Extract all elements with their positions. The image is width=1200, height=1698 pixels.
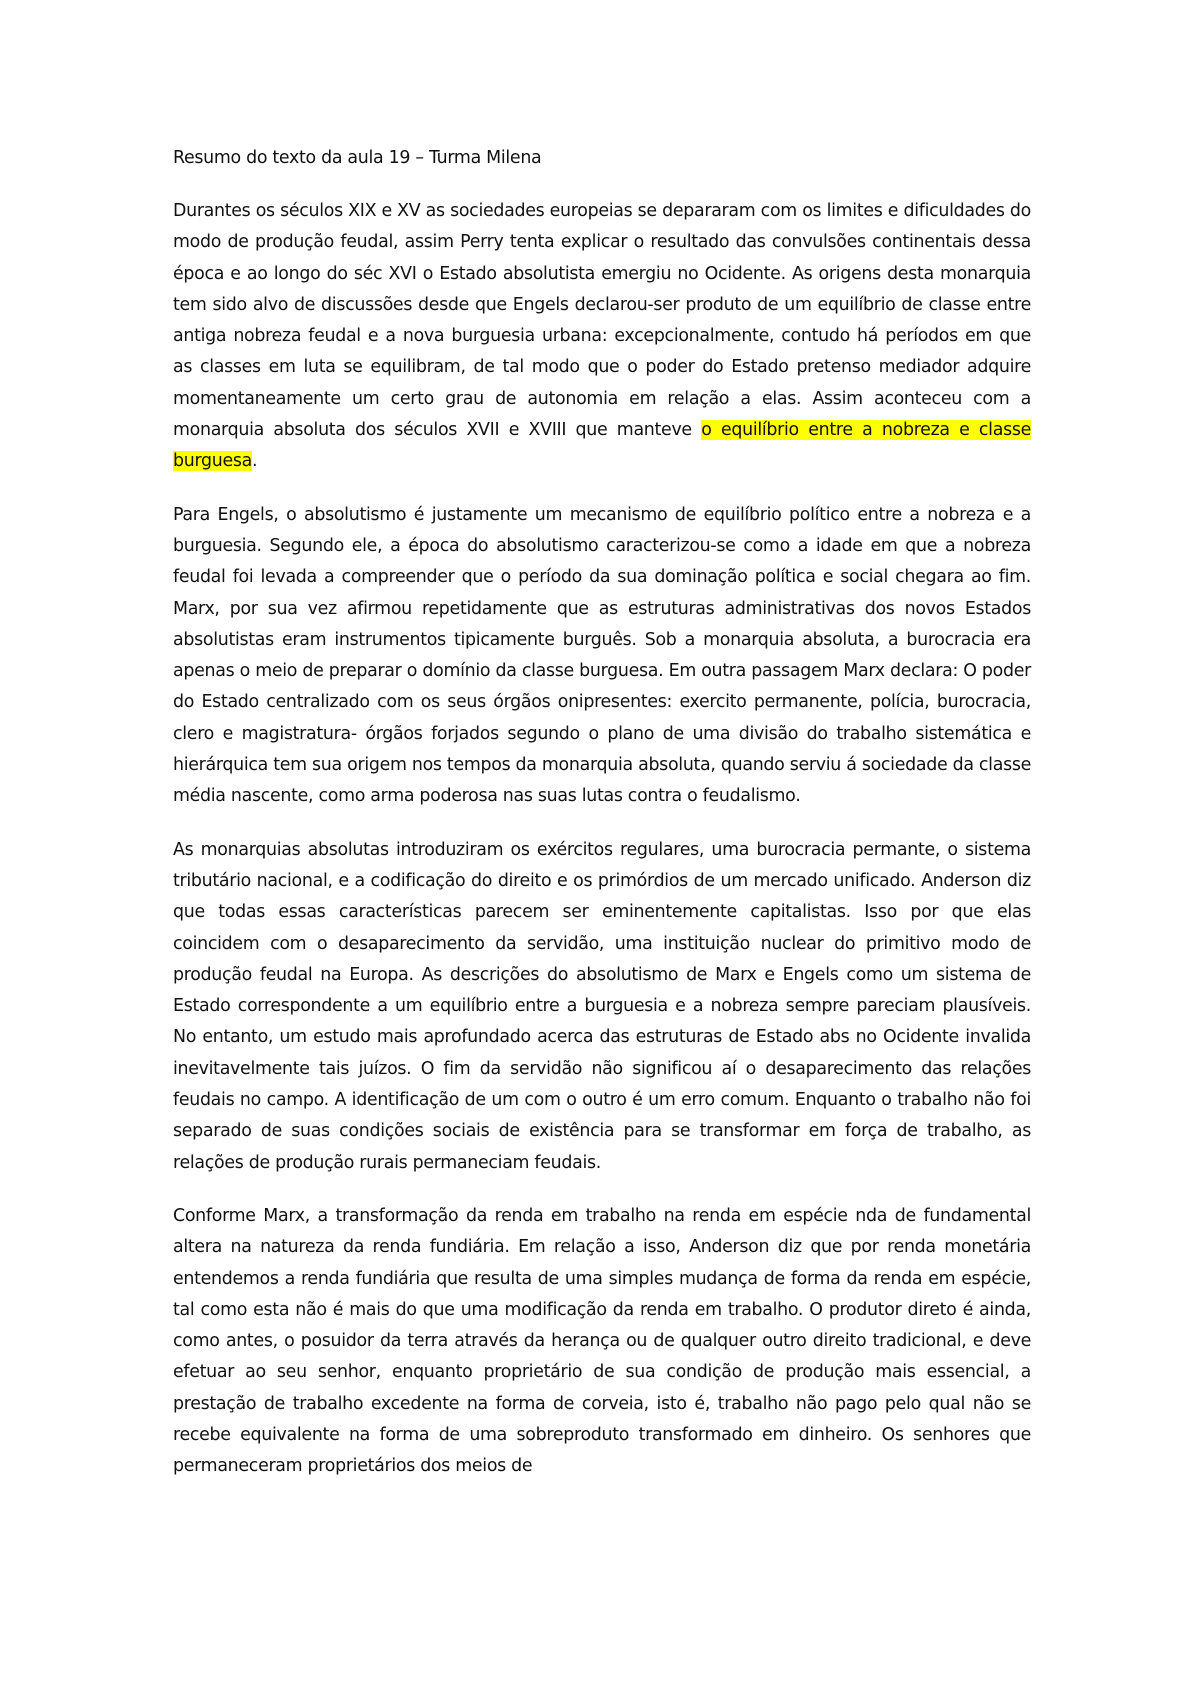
paragraph-2: Para Engels, o absolutismo é justamente um mecanismo de equilíbrio político entre a nobreza e a burguesia. Segundo ele, a época do absolutismo caracterizou-se como a idade em que a nobreza feudal foi levada a compreender que o período da sua dominação política e social chegara ao fim. Marx, por sua vez afirmou repetidamente que as estruturas administrativas dos novos Estados absolutistas eram instrumentos tipicamente burguês. Sob a monarquia absoluta, a burocracia era apenas o meio de preparar o domínio da classe burguesa. Em outra passagem Marx declara: O poder do Estado centralizado com os seus órgãos onipresentes: exercito permanente, polícia, burocracia, clero e magistratura- órgãos forjados segundo o plano de uma divisão do trabalho sistemática e hierárquica tem sua origem nos tempos da monarquia absoluta, quando serviu á sociedade da classe média nascente, como arma poderosa nas suas lutas contra o feudalismo. — [173, 504, 1031, 807]
document-title: Resumo do texto da aula 19 – Turma Milena — [173, 148, 542, 168]
paragraph-1 — [173, 196, 1031, 478]
highlighted-text: o equilíbrio entre a nobreza e classe burguesa — [173, 420, 1031, 472]
paragraph-4: Conforme Marx, a transformação da renda em trabalho na renda em espécie nda de fundamental altera na natureza da renda fundiária. Em relação a isso, Anderson diz que por renda monetária entendemos a renda fundiária que resulta de uma simples mudança de forma da renda em espécie, tal como esta não é mais do que uma modificação da renda em trabalho. O produtor direto é ainda, como antes, o posuidor da terra através da herança ou de qualquer outro direito tradicional, e deve efetuar ao seu senhor, enquanto proprietário de sua condição de produção mais essencial, a prestação de trabalho excedente na forma de corveia, isto é, trabalho não pago pelo qual não se recebe equivalente na forma de uma sobreproduto transformado em dinheiro. Os senhores que permaneceram proprietários dos meios de — [173, 1205, 1031, 1477]
document-body — [173, 143, 1031, 1505]
paragraph-1-text: Durantes os séculos XIX e XV as sociedades europeias se depararam com os limites e dificuldades do modo de produção feudal, assim Perry tenta explicar o resultado das convulsões continentais dessa época e ao longo do séc XVI o Estado absolutista emergiu no Ocidente. As origens desta monarquia tem sido alvo de discussões desde que Engels declarou-ser produto de um equilíbrio de classe entre antiga nobreza feudal e a nova burguesia urbana: excepcionalmente, contudo há períodos em que as classes em luta se equilibram, de tal modo que o poder do Estado pretenso mediador adquire momentaneamente um certo grau de autonomia em relação a elas. Assim aconteceu com a monarquia absoluta dos séculos XVII e XVIII que manteve — [173, 201, 1031, 441]
paragraph-3: As monarquias absolutas introduziram os exércitos regulares, uma burocracia permante, o sistema tributário nacional, e a codificação do direito e os primórdios de um mercado unificado. Anderson diz que todas essas características parecem ser eminentemente capitalistas. Isso por que elas coincidem com o desaparecimento da servidão, uma instituição nuclear do primitivo modo de produção feudal na Europa. As descrições do absolutismo de Marx e Engels como um sistema de Estado correspondente a um equilíbrio entre a burguesia e a nobreza sempre pareciam plausíveis. No entanto, um estudo mais aprofundado acerca das estruturas de Estado abs no Ocidente invalida inevitavelmente tais juízos. O fim da servidão não significou aí o desaparecimento das relações feudais no campo. A identificação de um com o outro é um erro comum. Enquanto o trabalho não foi separado de suas condições sociais de existência para se transformar em força de trabalho, as relações de produção rurais permaneciam feudais. — [173, 839, 1031, 1173]
paragraph-1-end: . — [251, 451, 258, 472]
